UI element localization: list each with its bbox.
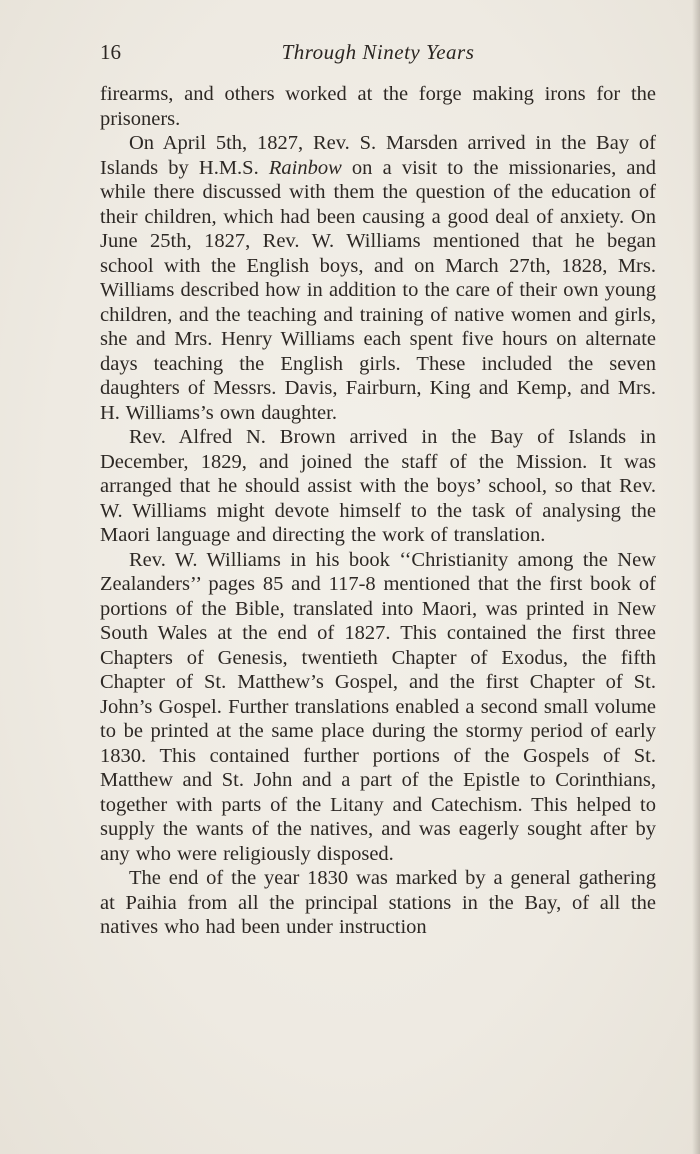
paragraph-2-text-before: On April 5th, 1827, Rev. S. Marsden arrived in the Bay of Islands by H.M.S. bbox=[100, 132, 656, 179]
paragraph-1 bbox=[100, 82, 656, 131]
paragraph-3 bbox=[100, 425, 656, 548]
page-number: 16 bbox=[100, 40, 121, 64]
paragraph-2 bbox=[100, 131, 656, 425]
running-title: Through Ninety Years bbox=[281, 40, 475, 64]
page-edge-shadow bbox=[692, 0, 700, 1154]
paragraph-5 bbox=[100, 866, 656, 940]
body-text bbox=[100, 82, 656, 940]
paragraph-2-text-after: on a visit to the missionaries, and while there discussed with them the question of the education of their children, which had been causing a good deal of anxiety. On June 25th, 1827, Rev. W. Williams mentioned that he began school with the English boys, and on March 27th, 1828, Mrs. Williams described how in addition to the care of their own young children, and the teaching and training of native women and girls, she and Mrs. Henry Williams each spent five hours on alternate days teaching the English girls. These included the seven daughters of Messrs. Davis, Fairburn, King and Kemp, and Mrs. H. Williams’s own daughter. bbox=[100, 156, 656, 424]
page-header bbox=[100, 40, 656, 70]
paragraph-4 bbox=[100, 548, 656, 867]
paragraph-3-text: Rev. Alfred N. Brown arrived in the Bay of Islands in December, 1829, and joined the staff of the Mission. It was arranged that he should assist with the boys’ school, so that Rev. W. Williams might devote himself to the task of analysing the Maori language and directing the work of translation. bbox=[100, 426, 656, 546]
paragraph-5-text: The end of the year 1830 was marked by a general gathering at Paihia from all the principal stations in the Bay, of all the natives who had been under instruction bbox=[100, 867, 656, 938]
ship-name: Rainbow bbox=[268, 156, 342, 179]
paragraph-1-text: firearms, and others worked at the forge making irons for the prisoners. bbox=[100, 83, 656, 130]
paragraph-4-text: Rev. W. Williams in his book ‘‘Christianity among the New Zealanders’’ pages 85 and 117-8 mentioned that the first book of portions of the Bible, translated into Maori, was printed in New South Wales at the end of 1827. This contained the first three Chapters of Genesis, twentieth Chapter of Exodus, the fifth Chapter of St. Matthew’s Gospel, and the first Chapter of St. John’s Gospel. Further translations enabled a second small volume to be printed at the same place during the stormy period of early 1830. This contained further portions of the Gospels of St. Matthew and St. John and a part of the Epistle to Corinthians, together with parts of the Litany and Catechism. This helped to supply the wants of the natives, and was eagerly sought after by any who were religiously disposed. bbox=[100, 548, 656, 865]
